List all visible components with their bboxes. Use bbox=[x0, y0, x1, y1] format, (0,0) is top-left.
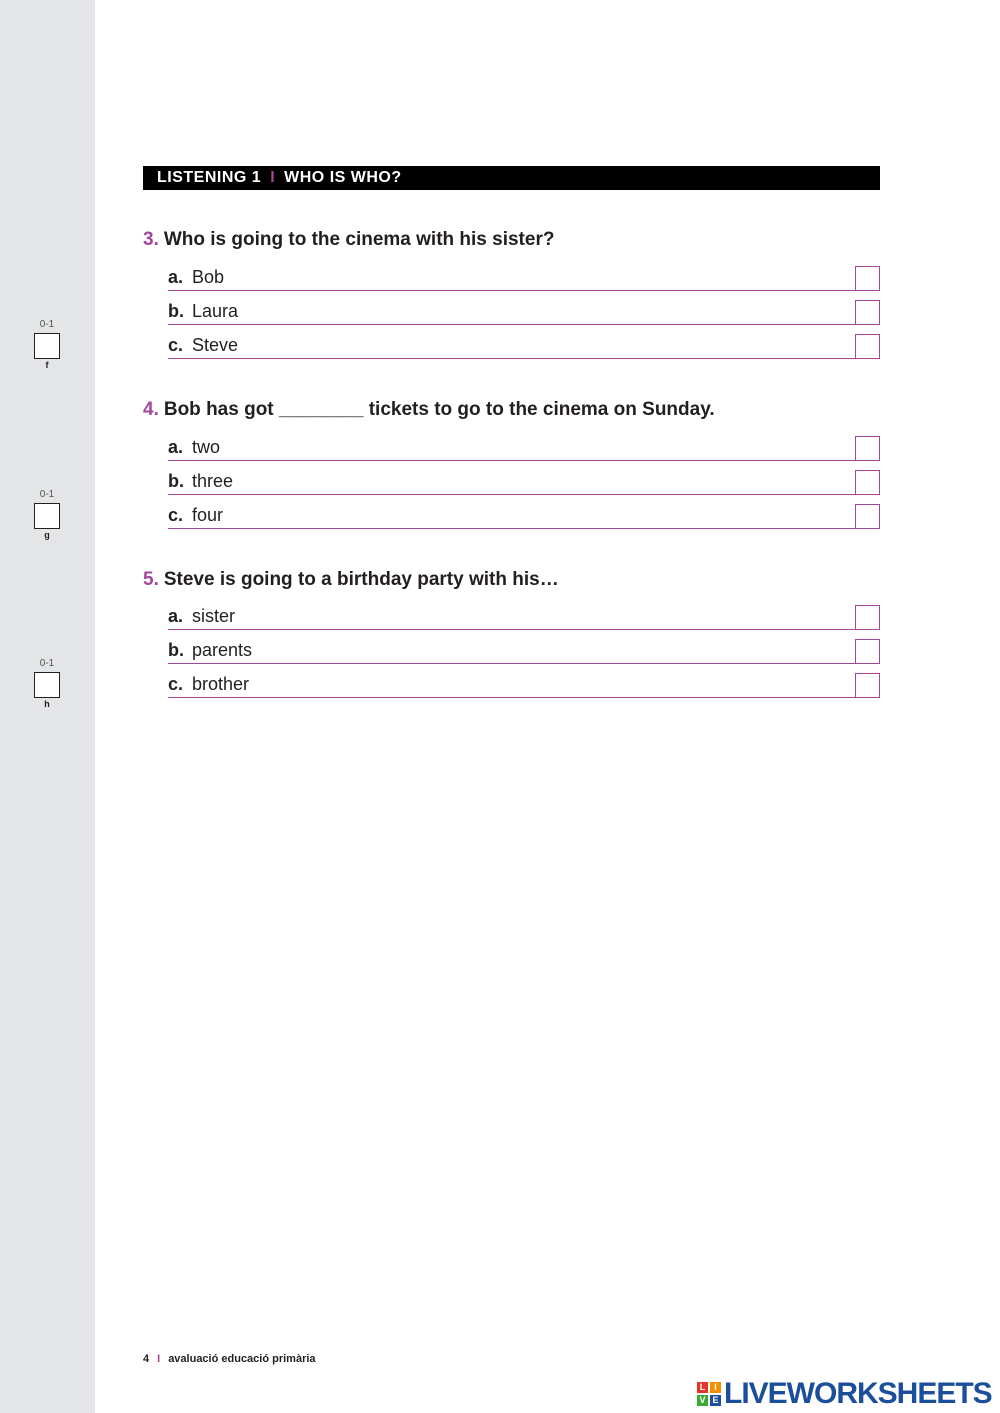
option-text: parents bbox=[192, 640, 253, 660]
section-header bbox=[143, 166, 880, 190]
option-letter: a. bbox=[168, 437, 184, 457]
question-text: Bob has got ________ tickets to go to the cinema on Sunday. bbox=[163, 399, 715, 420]
question-number: 3. bbox=[143, 229, 159, 250]
answer-checkbox[interactable] bbox=[855, 300, 880, 325]
answer-checkbox[interactable] bbox=[855, 605, 880, 630]
brand-text: LIVEWORKSHEETS bbox=[724, 1377, 992, 1410]
option-text: Steve bbox=[192, 335, 239, 355]
question-4 bbox=[143, 399, 715, 421]
option-letter: a. bbox=[168, 267, 184, 287]
option-letter: c. bbox=[168, 505, 184, 525]
question-number: 4. bbox=[143, 399, 159, 420]
score-box-h bbox=[33, 659, 61, 709]
option-row bbox=[168, 436, 880, 461]
score-range: 0-1 bbox=[39, 658, 55, 669]
question-number: 5. bbox=[143, 569, 159, 590]
logo-letter: L bbox=[697, 1382, 708, 1393]
option-text: three bbox=[192, 471, 234, 491]
option-text: Laura bbox=[192, 301, 239, 321]
score-box-f bbox=[33, 320, 61, 370]
section-title-right: WHO IS WHO? bbox=[284, 169, 402, 186]
option-row bbox=[168, 266, 880, 291]
logo-letter: I bbox=[710, 1382, 721, 1393]
liveworksheets-logo bbox=[697, 1377, 992, 1409]
option-row bbox=[168, 300, 880, 325]
option-row bbox=[168, 605, 880, 630]
option-letter: b. bbox=[168, 471, 184, 491]
score-range: 0-1 bbox=[39, 319, 55, 330]
score-input[interactable] bbox=[34, 672, 60, 698]
option-letter: b. bbox=[168, 301, 184, 321]
option-letter: c. bbox=[168, 335, 184, 355]
question-5 bbox=[143, 569, 559, 591]
answer-checkbox[interactable] bbox=[855, 334, 880, 359]
answer-checkbox[interactable] bbox=[855, 266, 880, 291]
option-letter: a. bbox=[168, 606, 184, 626]
answer-checkbox[interactable] bbox=[855, 673, 880, 698]
score-input[interactable] bbox=[34, 503, 60, 529]
answer-checkbox[interactable] bbox=[855, 470, 880, 495]
score-box-g bbox=[33, 490, 61, 540]
logo-letter: E bbox=[710, 1395, 721, 1406]
score-letter: g bbox=[44, 530, 50, 540]
option-row bbox=[168, 470, 880, 495]
option-text: four bbox=[192, 505, 224, 525]
option-text: brother bbox=[192, 674, 250, 694]
option-row bbox=[168, 673, 880, 698]
section-title-left: LISTENING 1 bbox=[157, 169, 262, 186]
option-letter: c. bbox=[168, 674, 184, 694]
footer-text: avaluació educació primària bbox=[168, 1353, 316, 1365]
question-3 bbox=[143, 229, 554, 251]
logo-letter: V bbox=[697, 1395, 708, 1406]
score-letter: h bbox=[44, 699, 50, 709]
answer-checkbox[interactable] bbox=[855, 436, 880, 461]
page-number: 4 bbox=[143, 1353, 150, 1365]
answer-checkbox[interactable] bbox=[855, 504, 880, 529]
question-text: Steve is going to a birthday party with his… bbox=[163, 569, 559, 590]
option-text: Bob bbox=[192, 267, 225, 287]
option-row bbox=[168, 639, 880, 664]
score-letter: f bbox=[45, 360, 49, 370]
live-grid-icon bbox=[697, 1382, 722, 1407]
option-text: sister bbox=[192, 606, 236, 626]
score-range: 0-1 bbox=[39, 489, 55, 500]
section-separator: I bbox=[270, 169, 276, 186]
score-input[interactable] bbox=[34, 333, 60, 359]
footer-separator: I bbox=[157, 1353, 161, 1365]
question-text: Who is going to the cinema with his sister? bbox=[163, 229, 555, 250]
option-row bbox=[168, 334, 880, 359]
page-footer bbox=[143, 1353, 316, 1365]
answer-checkbox[interactable] bbox=[855, 639, 880, 664]
option-row bbox=[168, 504, 880, 529]
option-letter: b. bbox=[168, 640, 184, 660]
option-text: two bbox=[192, 437, 221, 457]
